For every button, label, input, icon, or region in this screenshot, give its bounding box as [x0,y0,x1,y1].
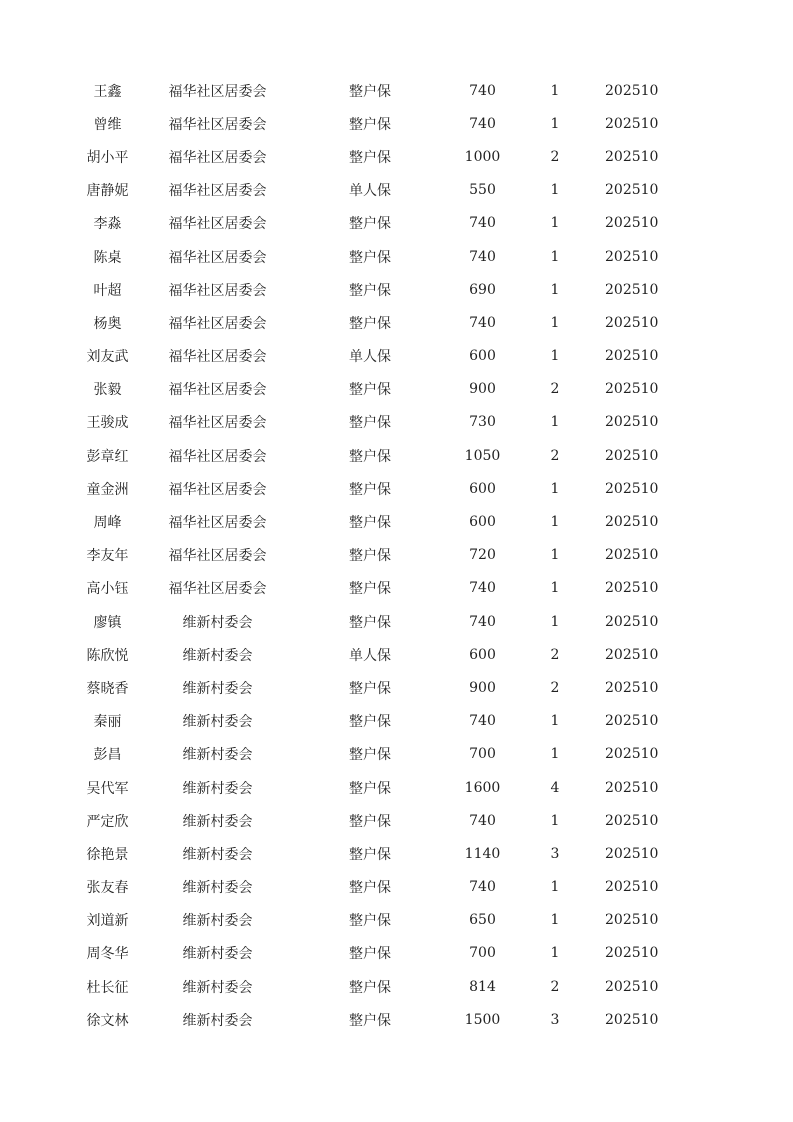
cell-name: 杜长征 [86,979,129,996]
cell-name: 徐艳景 [86,846,129,863]
cell-household-count: 1 [550,348,560,365]
table-row [60,439,658,472]
cell-name: 高小钰 [86,581,129,598]
cell-household-count: 1 [550,912,560,929]
table-row [60,240,658,273]
cell-amount: 600 [469,480,496,497]
cell-name: 刘友武 [86,349,129,366]
cell-aid-type: 整户保 [349,979,391,996]
cell-month: 202510 [605,845,659,862]
cell-household-count: 2 [550,679,560,696]
cell-unit: 福华社区居委会 [168,382,267,399]
table-row [60,140,658,173]
cell-name: 李友年 [86,548,129,565]
cell-month: 202510 [605,148,659,165]
cell-month: 202510 [605,779,659,796]
cell-unit: 维新村委会 [182,813,253,830]
cell-unit: 福华社区居委会 [168,515,267,532]
cell-unit: 维新村委会 [182,614,253,631]
cell-unit: 维新村委会 [182,647,253,664]
cell-amount: 900 [469,679,496,696]
cell-month: 202510 [605,480,659,497]
cell-month: 202510 [605,812,659,829]
cell-aid-type: 整户保 [349,813,391,830]
cell-aid-type: 整户保 [349,747,391,764]
cell-aid-type: 整户保 [349,846,391,863]
cell-amount: 700 [469,746,496,763]
cell-aid-type: 单人保 [349,647,391,664]
cell-aid-type: 单人保 [349,349,391,366]
cell-amount: 740 [469,248,496,265]
cell-household-count: 2 [550,148,560,165]
cell-household-count: 2 [550,978,560,995]
cell-month: 202510 [605,879,659,896]
table-row [60,572,658,605]
cell-aid-type: 整户保 [349,282,391,299]
cell-name: 胡小平 [86,149,129,166]
cell-month: 202510 [605,414,659,431]
cell-name: 张友春 [86,880,129,897]
cell-household-count: 1 [550,713,560,730]
cell-amount: 720 [469,547,496,564]
table-row [60,837,658,870]
roster-table [60,74,658,1036]
cell-month: 202510 [605,746,659,763]
cell-amount: 740 [469,314,496,331]
cell-amount: 740 [469,713,496,730]
cell-household-count: 1 [550,281,560,298]
cell-aid-type: 整户保 [349,149,391,166]
table-row [60,671,658,704]
cell-amount: 740 [469,812,496,829]
cell-unit: 福华社区居委会 [168,83,267,100]
cell-aid-type: 整户保 [349,382,391,399]
table-row [60,705,658,738]
cell-unit: 福华社区居委会 [168,349,267,366]
cell-unit: 福华社区居委会 [168,183,267,200]
cell-aid-type: 整户保 [349,680,391,697]
cell-unit: 维新村委会 [182,913,253,930]
cell-name: 杨奥 [93,315,122,332]
roster-table-body [60,74,658,1036]
cell-month: 202510 [605,348,659,365]
cell-name: 叶超 [93,282,122,299]
cell-month: 202510 [605,248,659,265]
cell-aid-type: 整户保 [349,581,391,598]
cell-amount: 600 [469,514,496,531]
cell-unit: 福华社区居委会 [168,216,267,233]
cell-month: 202510 [605,182,659,199]
cell-month: 202510 [605,580,659,597]
cell-household-count: 1 [550,82,560,99]
cell-household-count: 1 [550,414,560,431]
table-row [60,771,658,804]
table-row [60,472,658,505]
cell-unit: 维新村委会 [182,846,253,863]
cell-name: 曾维 [93,116,122,133]
cell-month: 202510 [605,547,659,564]
cell-household-count: 2 [550,646,560,663]
cell-amount: 740 [469,613,496,630]
cell-unit: 维新村委会 [182,946,253,963]
cell-household-count: 2 [550,381,560,398]
cell-aid-type: 整户保 [349,415,391,432]
cell-month: 202510 [605,281,659,298]
cell-name: 秦丽 [93,714,122,731]
table-row [60,207,658,240]
cell-amount: 650 [469,912,496,929]
cell-aid-type: 整户保 [349,780,391,797]
table-row [60,1003,658,1036]
cell-month: 202510 [605,514,659,531]
cell-amount: 740 [469,82,496,99]
table-row [60,970,658,1003]
cell-name: 童金洲 [86,481,129,498]
cell-household-count: 1 [550,514,560,531]
cell-amount: 600 [469,348,496,365]
table-row [60,904,658,937]
table-row [60,505,658,538]
cell-month: 202510 [605,215,659,232]
cell-name: 刘道新 [86,913,129,930]
cell-month: 202510 [605,912,659,929]
cell-month: 202510 [605,82,659,99]
cell-month: 202510 [605,978,659,995]
cell-aid-type: 整户保 [349,481,391,498]
cell-unit: 维新村委会 [182,880,253,897]
cell-aid-type: 整户保 [349,548,391,565]
cell-household-count: 1 [550,248,560,265]
table-row [60,937,658,970]
cell-name: 王鑫 [93,83,122,100]
cell-aid-type: 整户保 [349,614,391,631]
cell-household-count: 1 [550,547,560,564]
cell-amount: 1600 [464,779,501,796]
cell-unit: 维新村委会 [182,1012,253,1029]
cell-household-count: 1 [550,879,560,896]
table-row [60,306,658,339]
cell-amount: 690 [469,281,496,298]
cell-unit: 维新村委会 [182,780,253,797]
cell-unit: 福华社区居委会 [168,581,267,598]
cell-household-count: 1 [550,182,560,199]
cell-aid-type: 整户保 [349,83,391,100]
cell-unit: 福华社区居委会 [168,415,267,432]
cell-month: 202510 [605,447,659,464]
cell-household-count: 1 [550,480,560,497]
cell-name: 吴代军 [86,780,129,797]
cell-household-count: 2 [550,447,560,464]
table-row [60,539,658,572]
table-row [60,273,658,306]
cell-unit: 福华社区居委会 [168,481,267,498]
cell-amount: 600 [469,646,496,663]
cell-household-count: 1 [550,945,560,962]
table-row [60,107,658,140]
cell-unit: 福华社区居委会 [168,448,267,465]
table-row [60,74,658,107]
cell-month: 202510 [605,1011,659,1028]
cell-name: 蔡晓香 [86,680,129,697]
cell-unit: 福华社区居委会 [168,282,267,299]
cell-aid-type: 整户保 [349,1012,391,1029]
cell-name: 张毅 [93,382,122,399]
cell-aid-type: 单人保 [349,183,391,200]
cell-amount: 1050 [464,447,501,464]
cell-name: 陈欣悦 [86,647,129,664]
table-row [60,738,658,771]
table-row [60,804,658,837]
cell-month: 202510 [605,115,659,132]
cell-month: 202510 [605,381,659,398]
cell-amount: 700 [469,945,496,962]
cell-household-count: 1 [550,580,560,597]
cell-amount: 740 [469,215,496,232]
cell-amount: 550 [469,182,496,199]
cell-unit: 福华社区居委会 [168,548,267,565]
cell-aid-type: 整户保 [349,946,391,963]
cell-amount: 730 [469,414,496,431]
cell-name: 周峰 [93,515,122,532]
cell-aid-type: 整户保 [349,515,391,532]
cell-unit: 维新村委会 [182,747,253,764]
cell-month: 202510 [605,679,659,696]
cell-aid-type: 整户保 [349,448,391,465]
table-row [60,174,658,207]
cell-aid-type: 整户保 [349,116,391,133]
cell-month: 202510 [605,945,659,962]
cell-unit: 维新村委会 [182,979,253,996]
cell-name: 李淼 [93,216,122,233]
cell-amount: 814 [469,978,496,995]
cell-amount: 740 [469,580,496,597]
cell-household-count: 1 [550,746,560,763]
cell-amount: 900 [469,381,496,398]
table-row [60,373,658,406]
cell-aid-type: 整户保 [349,315,391,332]
table-row [60,340,658,373]
cell-amount: 1000 [464,148,501,165]
cell-household-count: 1 [550,812,560,829]
cell-amount: 1500 [464,1011,501,1028]
cell-month: 202510 [605,314,659,331]
cell-unit: 福华社区居委会 [168,249,267,266]
cell-aid-type: 整户保 [349,913,391,930]
cell-unit: 维新村委会 [182,714,253,731]
cell-unit: 福华社区居委会 [168,116,267,133]
table-row [60,638,658,671]
cell-name: 周冬华 [86,946,129,963]
cell-household-count: 4 [550,779,560,796]
cell-household-count: 1 [550,314,560,331]
cell-month: 202510 [605,613,659,630]
cell-name: 陈桌 [93,249,122,266]
cell-name: 严定欣 [86,813,129,830]
cell-amount: 740 [469,879,496,896]
cell-amount: 740 [469,115,496,132]
cell-name: 王骏成 [86,415,129,432]
cell-household-count: 3 [550,845,560,862]
cell-unit: 福华社区居委会 [168,315,267,332]
cell-name: 彭章红 [86,448,129,465]
cell-aid-type: 整户保 [349,714,391,731]
table-row [60,605,658,638]
cell-name: 彭昌 [93,747,122,764]
cell-household-count: 1 [550,215,560,232]
cell-month: 202510 [605,713,659,730]
cell-name: 唐静妮 [86,183,129,200]
table-row [60,871,658,904]
cell-unit: 维新村委会 [182,680,253,697]
cell-household-count: 3 [550,1011,560,1028]
cell-household-count: 1 [550,115,560,132]
cell-aid-type: 整户保 [349,249,391,266]
cell-aid-type: 整户保 [349,216,391,233]
cell-unit: 福华社区居委会 [168,149,267,166]
cell-household-count: 1 [550,613,560,630]
cell-amount: 1140 [464,845,501,862]
cell-name: 徐文林 [86,1012,129,1029]
cell-aid-type: 整户保 [349,880,391,897]
table-row [60,406,658,439]
cell-month: 202510 [605,646,659,663]
cell-name: 廖镇 [93,614,122,631]
